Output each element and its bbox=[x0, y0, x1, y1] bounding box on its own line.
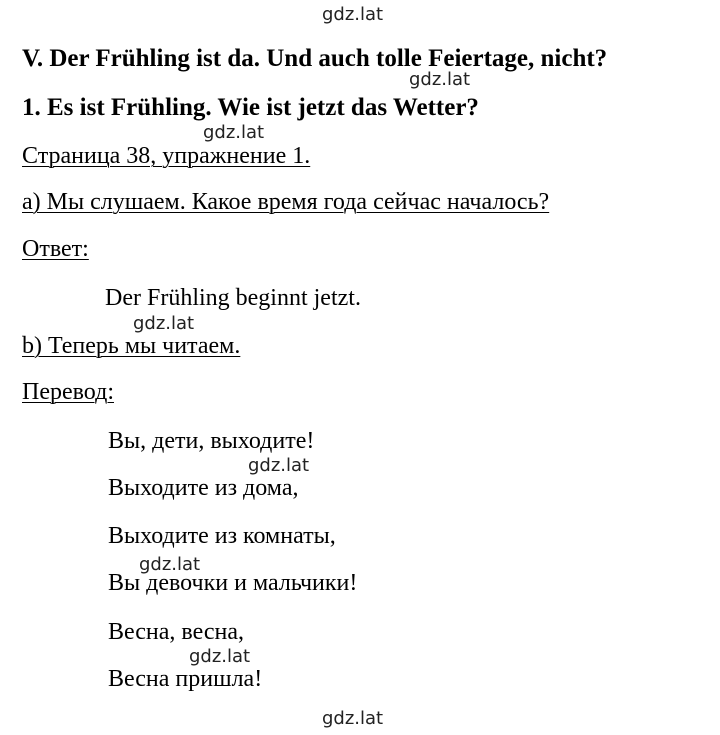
poem-line: Выходите из комнаты, bbox=[108, 523, 336, 549]
answer-label: Ответ: bbox=[22, 236, 89, 262]
watermark: gdz.lat bbox=[139, 554, 201, 575]
watermark: gdz.lat bbox=[409, 69, 471, 90]
watermark: gdz.lat bbox=[248, 455, 310, 476]
task-a: a) Мы слушаем. Какое время года сейчас началось? bbox=[22, 189, 550, 215]
poem-line: Вы девочки и мальчики! bbox=[108, 570, 358, 596]
poem-line: Вы, дети, выходите! bbox=[108, 428, 315, 454]
watermark: gdz.lat bbox=[322, 4, 384, 25]
poem-line: Весна пришла! bbox=[108, 666, 263, 692]
section-title: V. Der Frühling ist da. Und auch tolle Feiertage, nicht? bbox=[22, 45, 608, 72]
task-b: b) Теперь мы читаем. bbox=[22, 333, 241, 359]
watermark: gdz.lat bbox=[133, 313, 195, 334]
watermark: gdz.lat bbox=[203, 122, 265, 143]
page-reference: Страница 38, упражнение 1. bbox=[22, 143, 311, 169]
watermark: gdz.lat bbox=[322, 708, 384, 729]
poem-line: Весна, весна, bbox=[108, 619, 244, 645]
answer-text: Der Frühling beginnt jetzt. bbox=[105, 285, 361, 311]
poem-line: Выходите из дома, bbox=[108, 475, 299, 501]
lesson-title: 1. Es ist Frühling. Wie ist jetzt das Wetter? bbox=[22, 94, 479, 121]
watermark: gdz.lat bbox=[189, 646, 251, 667]
translation-label: Перевод: bbox=[22, 379, 114, 405]
